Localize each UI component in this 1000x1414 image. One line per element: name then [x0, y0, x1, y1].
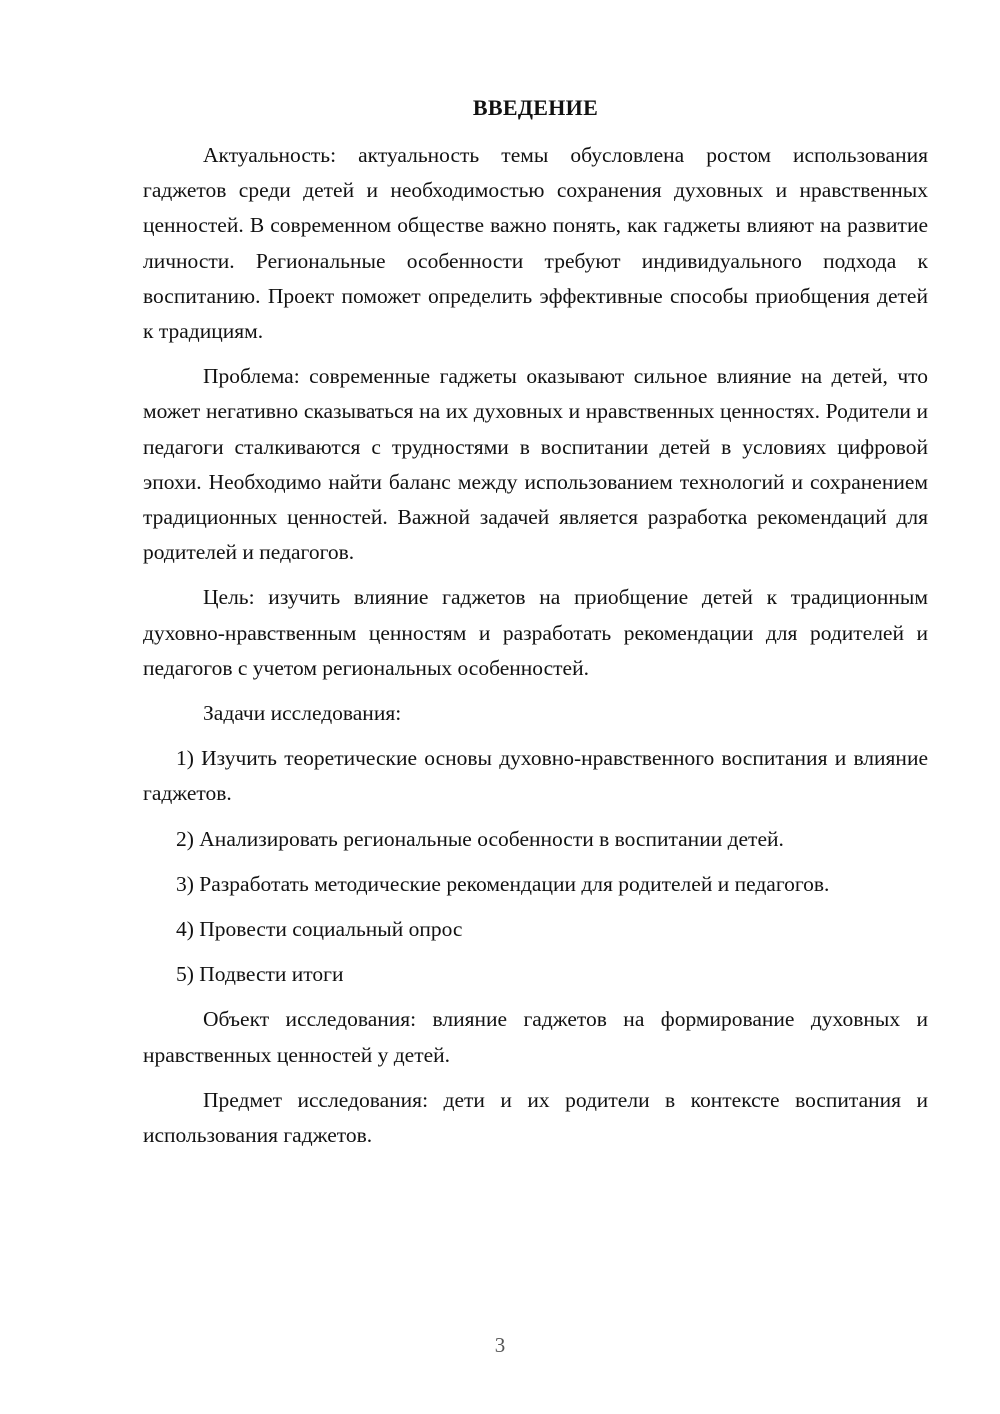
subject-paragraph: Предмет исследования: дети и их родители в контексте воспитания и использования гаджетов. — [143, 1087, 928, 1148]
object-paragraph: Объект исследования: влияние гаджетов на формирование духовных и нравственных ценностей у детей. — [143, 1007, 928, 1067]
goal-paragraph: Цель: изучить влияние гаджетов на приобщение детей к традиционным духовно-нравственным ценностям и разработать рекомендации для родителей и педагогов с учетом региональных особенностей. — [143, 585, 928, 680]
tasks-heading: Задачи исследования: — [203, 701, 402, 726]
task-item: 1) Изучить теоретические основы духовно-нравственного воспитания и влияние гаджетов. — [143, 746, 928, 806]
task-item: 2) Анализировать региональные особенности в воспитании детей. — [176, 826, 784, 851]
problem-paragraph: Проблема: современные гаджеты оказывают сильное влияние на детей, что может негативно сказываться на их духовных и нравственных ценностях. Родители и педагоги сталкиваются с трудностями в воспитании детей в условиях цифровой эпохи. Необходимо найти баланс между использованием технологий и сохранением традиционных ценностей. Важной задачей является разработка рекомендаций для родителей и педагогов. — [143, 364, 928, 565]
relevance-paragraph: Актуальность: актуальность темы обусловлена ростом использования гаджетов среди детей и необходимостью сохранения духовных и нравственных ценностей. В современном обществе важно понять, как гаджеты влияют на развитие личности. Региональные особенности требуют индивидуального подхода к воспитанию. Проект поможет определить эффективные способы приобщения детей к традициям. — [143, 143, 928, 344]
page-content — [143, 90, 928, 1153]
section-title: ВВЕДЕНИЕ — [472, 95, 599, 120]
task-item: 4) Провести социальный опрос — [176, 917, 463, 942]
task-item: 3) Разработать методические рекомендации для родителей и педагогов. — [176, 871, 830, 896]
task-item: 5) Подвести итоги — [176, 962, 344, 987]
page-number: 3 — [494, 1333, 506, 1357]
